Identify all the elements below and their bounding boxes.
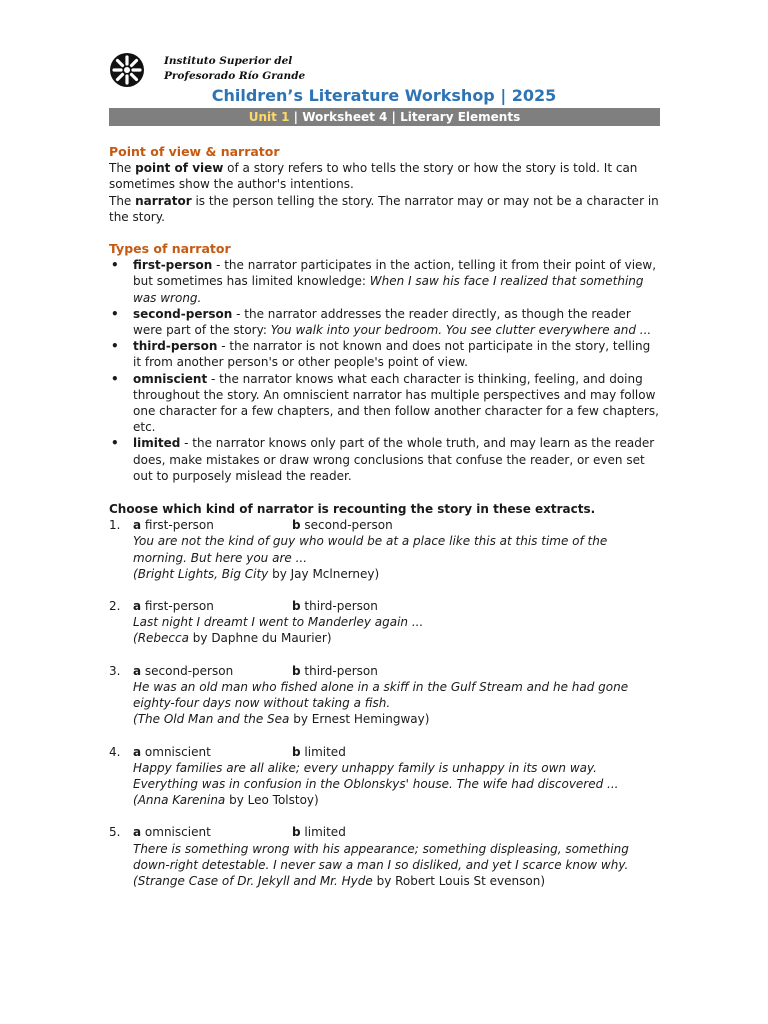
extract-source — [133, 566, 661, 582]
question-4 — [109, 744, 661, 809]
option-b[interactable] — [292, 598, 378, 614]
extract-source — [133, 630, 661, 646]
list-item — [109, 257, 661, 306]
bullet-icon: • — [111, 339, 119, 354]
question-3 — [109, 663, 661, 728]
question-5 — [109, 824, 661, 889]
option-text: omniscient — [141, 744, 211, 759]
option-text: first-person — [141, 599, 214, 614]
answer-options — [133, 517, 661, 533]
option-b[interactable] — [292, 824, 346, 840]
answer-options — [133, 663, 661, 679]
bullet-icon: • — [111, 371, 119, 386]
option-a[interactable] — [133, 663, 292, 679]
banner-topic: Literary Elements — [400, 110, 521, 124]
narrator-term: first-person — [133, 258, 213, 273]
option-text: third-person — [300, 663, 378, 678]
text: is the person telling the story. The narrator may or may not be a character in the story. — [109, 193, 659, 224]
source-open: ( — [133, 712, 138, 727]
bullet-icon: • — [111, 436, 119, 451]
term-narrator: narrator — [135, 193, 192, 208]
question-number: 2. — [109, 599, 121, 614]
option-text: second-person — [300, 518, 393, 533]
option-text: first-person — [141, 518, 214, 533]
option-text: second-person — [141, 663, 234, 678]
source-author: by Robert Louis St evenson) — [372, 873, 546, 888]
option-letter: b — [292, 518, 301, 533]
question-number: 1. — [109, 518, 121, 533]
narrator-definition: - the narrator knows only part of the whole truth, and may learn as the reader does, make mistakes or draw wrong conclusions that confuse the reader, or even set out to purposely mislead the reader. — [133, 436, 655, 483]
question-1 — [109, 517, 661, 582]
source-open: ( — [133, 873, 138, 888]
banner-separator: | — [387, 110, 401, 124]
option-text: limited — [300, 744, 346, 759]
institute-name-line2: Profesorado Río Grande — [164, 70, 306, 82]
institute-logo-icon — [109, 52, 145, 88]
extract-source — [133, 792, 661, 808]
list-item — [109, 338, 661, 370]
source-author: by Daphne du Maurier) — [188, 631, 332, 646]
paragraph-point-of-view — [109, 160, 661, 192]
text: The — [109, 161, 136, 176]
list-item — [109, 306, 661, 338]
option-b[interactable] — [292, 517, 393, 533]
text: of a story refers to who tells the story or how the story is told. It can sometimes show the author's intentions. — [109, 161, 638, 192]
option-b[interactable] — [292, 744, 346, 760]
option-text: third-person — [300, 599, 378, 614]
option-letter: a — [133, 599, 142, 614]
option-text: omniscient — [141, 825, 211, 840]
list-item — [109, 435, 661, 484]
source-title: Anna Karenina — [137, 793, 226, 808]
paragraph-narrator — [109, 193, 661, 225]
option-a[interactable] — [133, 824, 292, 840]
extract-quote: He was an old man who fished alone in a skiff in the Gulf Stream and he had gone eighty-four days now without taking a fish. — [133, 679, 629, 711]
question-number: 3. — [109, 663, 121, 678]
section-heading-point-of-view: Point of view & narrator — [109, 144, 280, 159]
option-letter: b — [292, 663, 301, 678]
question-number: 5. — [109, 825, 121, 840]
banner-worksheet: Worksheet 4 — [302, 110, 388, 124]
question-2 — [109, 598, 661, 647]
option-a[interactable] — [133, 517, 292, 533]
option-b[interactable] — [292, 663, 378, 679]
option-letter: a — [133, 518, 142, 533]
narrator-types-list — [109, 257, 661, 484]
narrator-term: second-person — [133, 306, 233, 321]
source-author: by Ernest Hemingway) — [289, 712, 430, 727]
term-point-of-view: point of view — [135, 161, 224, 176]
answer-options — [133, 598, 661, 614]
source-title: Strange Case of Dr. Jekyll and Mr. Hyde — [137, 873, 373, 888]
bullet-icon: • — [111, 258, 119, 273]
narrator-example: When I saw his face I realized that something was wrong. — [133, 274, 644, 305]
option-text: limited — [300, 825, 346, 840]
extract-quote: There is something wrong with his appearance; something displeasing, something down-right detestable. I never saw a man I so disliked, and yet I scarce know why. — [133, 841, 629, 872]
option-letter: b — [292, 599, 301, 614]
narrator-definition: - the narrator knows what each character is thinking, feeling, and doing throughout the story. An omniscient narrator has multiple perspectives and may follow one character for a few chapters, and then follow another character for a few chapters, etc. — [133, 371, 659, 435]
narrator-definition: - the narrator participates in the action, telling it from their point of view, but sometimes has limited knowledge: — [133, 258, 657, 289]
exercise-instruction-text: Choose which kind of narrator is recounting the story in these extracts. — [109, 502, 596, 517]
exercise-instruction — [109, 501, 661, 517]
source-open: ( — [133, 631, 138, 646]
extract-source — [133, 711, 661, 727]
option-a[interactable] — [133, 598, 292, 614]
source-open: ( — [133, 793, 138, 808]
option-a[interactable] — [133, 744, 292, 760]
source-title: Bright Lights, Big City — [137, 566, 269, 581]
institute-name — [164, 54, 305, 84]
extract-quote: Last night I dreamt I went to Manderley again ... — [133, 615, 424, 630]
narrator-definition: - the narrator is not known and does not participate in the story, telling it from another person's or other people's point of view. — [133, 339, 651, 370]
bullet-icon: • — [111, 306, 119, 321]
worksheet-content — [109, 144, 661, 889]
narrator-definition: - the narrator addresses the reader directly, as though the reader were part of the story: — [133, 306, 631, 338]
extract-source — [133, 873, 661, 889]
section-heading-types-of-narrator: Types of narrator — [109, 241, 231, 257]
option-letter: b — [292, 825, 301, 840]
narrator-term: omniscient — [133, 371, 208, 386]
list-item — [109, 371, 661, 436]
narrator-term: limited — [133, 436, 181, 451]
narrator-example: You walk into your bedroom. You see clutter everywhere and ... — [270, 323, 652, 338]
banner-unit: Unit 1 — [248, 110, 290, 124]
source-author: by Jay Mclnerney) — [268, 566, 380, 581]
answer-options — [133, 824, 661, 840]
text: The — [109, 193, 136, 208]
option-letter: a — [133, 744, 142, 759]
banner-separator: | — [289, 110, 303, 124]
option-letter: a — [133, 825, 142, 840]
option-letter: a — [133, 663, 142, 678]
extract-quote: Happy families are all alike; every unhappy family is unhappy in its own way. Everything was in confusion in the Oblonskys' house. The wife had discovered ... — [133, 760, 619, 791]
source-open: ( — [133, 566, 138, 581]
narrator-term: third-person — [133, 339, 218, 354]
page-title: Children’s Literature Workshop | 2025 — [211, 86, 557, 105]
question-number: 4. — [109, 744, 121, 759]
option-letter: b — [292, 744, 301, 759]
institute-name-line1: Instituto Superior del — [164, 55, 293, 67]
answer-options — [133, 744, 661, 760]
source-title: The Old Man and the Sea — [137, 712, 290, 727]
worksheet-banner — [109, 108, 660, 126]
source-title: Rebecca — [137, 631, 189, 646]
source-author: by Leo Tolstoy) — [225, 793, 319, 808]
extract-quote: You are not the kind of guy who would be at a place like this at this time of the morning. But here you are ... — [133, 534, 608, 565]
